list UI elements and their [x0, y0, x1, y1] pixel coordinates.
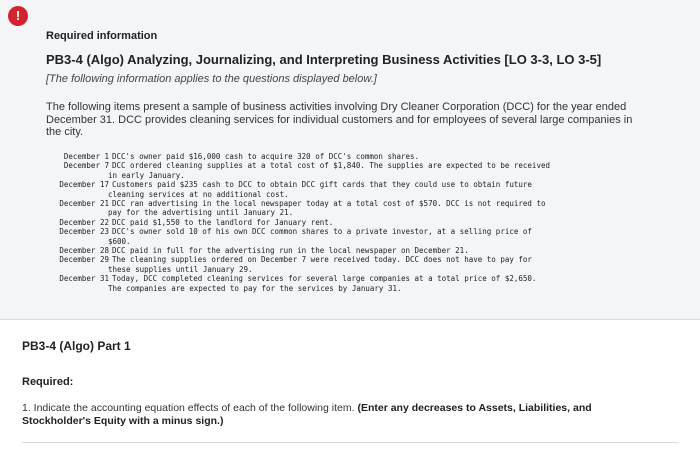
transaction-text: DCC ordered cleaning supplies at a total cost of $1,840. The supplies are expected to be received [112, 161, 550, 171]
transaction-text-continued: cleaning services at no additional cost. [108, 189, 289, 199]
transaction-item [50, 152, 650, 161]
required-information-heading: Required information [46, 30, 158, 42]
transaction-date: December 31 [59, 274, 109, 284]
transaction-date: December 23 [59, 227, 109, 237]
transaction-list [50, 152, 650, 293]
transaction-text: DCC paid in full for the advertising run in the local newspaper on December 21. [112, 246, 469, 256]
divider [22, 442, 678, 443]
transaction-item [50, 246, 650, 255]
transaction-text-continued: $600. [108, 236, 131, 246]
transaction-text-continued: these supplies until January 29. [108, 264, 253, 274]
transaction-date: December 17 [59, 180, 109, 190]
transaction-text: Today, DCC completed cleaning services for several large companies at a total price of $2,650. [112, 274, 537, 284]
transaction-text-continued: in early January. [108, 170, 185, 180]
transaction-date: December 7 [63, 161, 109, 171]
transaction-text-continued: pay for the advertising until January 21. [108, 208, 294, 218]
transaction-item [50, 218, 650, 227]
instruction-plain: 1. Indicate the accounting equation effects of each of the following item. [22, 402, 355, 414]
transaction-date: December 1 [63, 152, 109, 161]
transaction-item [50, 199, 650, 218]
alert-icon: ! [8, 6, 28, 26]
transaction-text: The cleaning supplies ordered on December 7 were received today. DCC does not have to pay for [112, 255, 532, 265]
transaction-date: December 29 [59, 255, 109, 265]
transaction-text: Customers paid $235 cash to DCC to obtain DCC gift cards that they could use to obtain future [112, 180, 532, 190]
instruction-bold: (Enter any decreases to Assets, Liabilities, and Stockholder's Equity with a minus sign.) [22, 402, 592, 427]
transaction-text: DCC's owner paid $16,000 cash to acquire 320 of DCC's common shares. [112, 152, 420, 161]
transaction-item [50, 227, 650, 246]
transaction-item [50, 255, 650, 274]
transaction-text: DCC paid $1,550 to the landlord for January rent. [112, 217, 334, 227]
transaction-text: DCC's owner sold 10 of his own DCC common shares to a private investor, at a selling price of [112, 227, 532, 237]
transaction-item [50, 161, 650, 180]
instruction-text [22, 402, 662, 427]
transaction-item [50, 274, 650, 293]
transaction-date: December 21 [59, 199, 109, 209]
part-title: PB3-4 (Algo) Part 1 [22, 339, 131, 353]
required-label: Required: [22, 376, 74, 388]
problem-title: PB3-4 (Algo) Analyzing, Journalizing, and Interpreting Business Activities [LO 3-3, LO 3-5] [46, 52, 602, 67]
applies-note: [The following information applies to the questions displayed below.] [46, 73, 377, 85]
transaction-text-continued: The companies are expected to pay for the services by January 31. [108, 283, 402, 293]
transaction-date: December 22 [59, 217, 109, 227]
transaction-date: December 28 [59, 246, 109, 256]
intro-paragraph: The following items present a sample of business activities involving Dry Cleaner Corporation (DCC) for the year ended December 31. DCC provides cleaning services for individual customers and for employees of several large companies in the city. [46, 101, 633, 138]
transaction-item [50, 180, 650, 199]
transaction-text: DCC ran advertising in the local newspaper today at a total cost of $570. DCC is not required to [112, 199, 546, 209]
